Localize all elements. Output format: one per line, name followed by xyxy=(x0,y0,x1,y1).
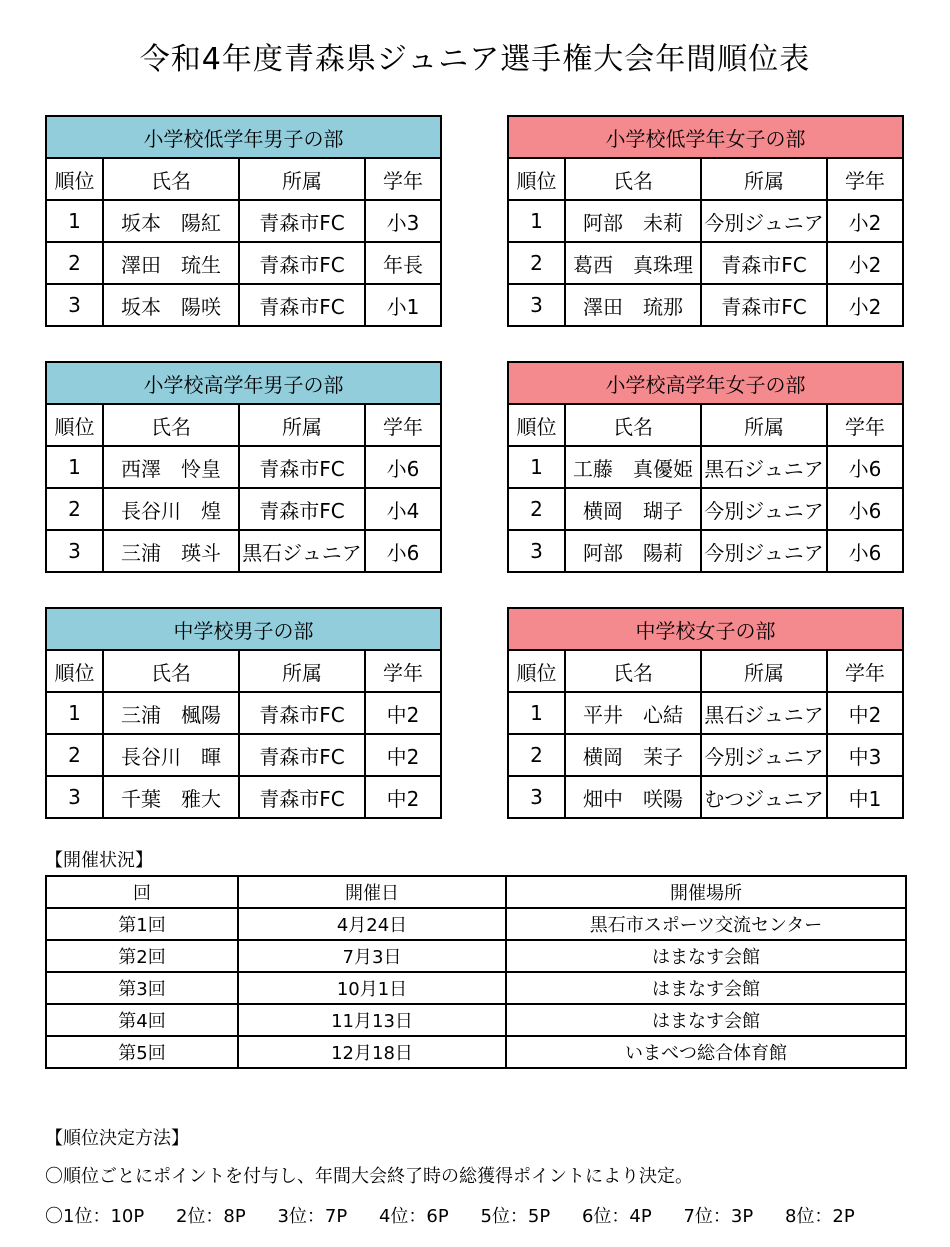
grade-cell: 小6 xyxy=(365,530,441,572)
grade-cell: 小2 xyxy=(827,284,903,326)
points-item: 7位：3P xyxy=(683,1206,754,1227)
table-row xyxy=(508,200,903,242)
table-row xyxy=(508,776,903,818)
table-row xyxy=(46,530,441,572)
table-title: 小学校高学年女子の部 xyxy=(508,362,903,404)
table-row xyxy=(46,446,441,488)
column-header-affiliation: 所属 xyxy=(239,650,365,692)
round-cell: 第3回 xyxy=(46,972,238,1004)
table-row xyxy=(46,776,441,818)
grade-cell: 小6 xyxy=(827,488,903,530)
rank-cell: 2 xyxy=(46,488,103,530)
rank-cell: 2 xyxy=(46,242,103,284)
column-header-grade: 学年 xyxy=(365,158,441,200)
column-header-affiliation: 所属 xyxy=(701,158,827,200)
column-header-grade: 学年 xyxy=(827,158,903,200)
page-title: 令和4年度青森県ジュニア選手権大会年間順位表 xyxy=(139,42,811,77)
table-row xyxy=(46,972,906,1004)
venue-cell: 黒石市スポーツ交流センター xyxy=(506,908,906,940)
column-header-rank: 順位 xyxy=(508,404,565,446)
table-row xyxy=(46,908,906,940)
table-title: 小学校低学年女子の部 xyxy=(508,116,903,158)
affiliation-cell: 青森市FC xyxy=(239,242,365,284)
rank-cell: 1 xyxy=(46,200,103,242)
column-header-name: 氏名 xyxy=(565,158,701,200)
schedule-header-row xyxy=(46,876,906,908)
grade-cell: 中1 xyxy=(827,776,903,818)
ranking-table-junior-high-boys xyxy=(45,607,442,819)
grade-cell: 小6 xyxy=(827,530,903,572)
table-row xyxy=(46,242,441,284)
round-cell: 第1回 xyxy=(46,908,238,940)
name-cell: 長谷川 煌 xyxy=(103,488,239,530)
date-cell: 4月24日 xyxy=(238,908,506,940)
grade-cell: 中2 xyxy=(365,776,441,818)
grade-cell: 中3 xyxy=(827,734,903,776)
affiliation-cell: 今別ジュニア xyxy=(701,530,827,572)
name-cell: 澤田 琉那 xyxy=(565,284,701,326)
name-cell: 畑中 咲陽 xyxy=(565,776,701,818)
rank-cell: 3 xyxy=(508,530,565,572)
rank-cell: 3 xyxy=(508,284,565,326)
rank-cell: 1 xyxy=(46,692,103,734)
ranking-table-junior-high-girls xyxy=(507,607,904,819)
column-header-grade: 学年 xyxy=(827,650,903,692)
name-cell: 三浦 楓陽 xyxy=(103,692,239,734)
ranking-table-lower-girls xyxy=(507,115,904,327)
affiliation-cell: 青森市FC xyxy=(239,734,365,776)
round-cell: 第5回 xyxy=(46,1036,238,1068)
table-title: 小学校低学年男子の部 xyxy=(46,116,441,158)
affiliation-cell: 青森市FC xyxy=(239,692,365,734)
grade-cell: 小6 xyxy=(365,446,441,488)
date-cell: 10月1日 xyxy=(238,972,506,1004)
column-header-name: 氏名 xyxy=(103,404,239,446)
column-header-rank: 順位 xyxy=(46,158,103,200)
grade-cell: 年長 xyxy=(365,242,441,284)
column-header-name: 氏名 xyxy=(103,650,239,692)
venue-cell: はまなす会館 xyxy=(506,1004,906,1036)
points-item: 6位：4P xyxy=(581,1206,652,1227)
column-header-venue: 開催場所 xyxy=(506,876,906,908)
affiliation-cell: 青森市FC xyxy=(701,242,827,284)
name-cell: 西澤 怜皇 xyxy=(103,446,239,488)
name-cell: 坂本 陽紅 xyxy=(103,200,239,242)
date-cell: 12月18日 xyxy=(238,1036,506,1068)
name-cell: 横岡 瑚子 xyxy=(565,488,701,530)
schedule-heading: 【開催状況】 xyxy=(45,850,153,871)
grade-cell: 小3 xyxy=(365,200,441,242)
table-row xyxy=(46,488,441,530)
table-row xyxy=(46,284,441,326)
affiliation-cell: 青森市FC xyxy=(239,200,365,242)
points-item: 8位：2P xyxy=(784,1206,855,1227)
name-cell: 横岡 茉子 xyxy=(565,734,701,776)
table-row xyxy=(46,734,441,776)
column-header-affiliation: 所属 xyxy=(239,158,365,200)
affiliation-cell: 黒石ジュニア xyxy=(239,530,365,572)
points-item: 5位：5P xyxy=(480,1206,551,1227)
column-header-rank: 順位 xyxy=(508,158,565,200)
rank-cell: 3 xyxy=(46,530,103,572)
rank-cell: 1 xyxy=(508,200,565,242)
affiliation-cell: 今別ジュニア xyxy=(701,200,827,242)
column-header-grade: 学年 xyxy=(365,650,441,692)
rank-cell: 2 xyxy=(508,488,565,530)
affiliation-cell: 青森市FC xyxy=(239,284,365,326)
table-row xyxy=(508,242,903,284)
table-row xyxy=(46,692,441,734)
table-row xyxy=(508,488,903,530)
column-header-rank: 順位 xyxy=(508,650,565,692)
grade-cell: 小6 xyxy=(827,446,903,488)
column-header-rank: 順位 xyxy=(46,650,103,692)
affiliation-cell: 青森市FC xyxy=(239,446,365,488)
points-item: 4位：6P xyxy=(378,1206,449,1227)
rank-cell: 3 xyxy=(46,284,103,326)
name-cell: 葛西 真珠理 xyxy=(565,242,701,284)
ranking-table-upper-girls xyxy=(507,361,904,573)
grade-cell: 小4 xyxy=(365,488,441,530)
schedule-table xyxy=(45,875,907,1069)
rank-cell: 1 xyxy=(508,446,565,488)
column-header-rank: 順位 xyxy=(46,404,103,446)
grade-cell: 中2 xyxy=(365,692,441,734)
table-row xyxy=(508,734,903,776)
grade-cell: 中2 xyxy=(365,734,441,776)
table-row xyxy=(508,284,903,326)
name-cell: 三浦 瑛斗 xyxy=(103,530,239,572)
column-header-name: 氏名 xyxy=(565,650,701,692)
table-row xyxy=(508,692,903,734)
column-header-affiliation: 所属 xyxy=(239,404,365,446)
table-row xyxy=(46,200,441,242)
grade-cell: 小1 xyxy=(365,284,441,326)
rank-cell: 2 xyxy=(508,242,565,284)
column-header-round: 回 xyxy=(46,876,238,908)
points-list xyxy=(45,1202,881,1228)
venue-cell: いまべつ総合体育館 xyxy=(506,1036,906,1068)
affiliation-cell: 青森市FC xyxy=(239,488,365,530)
column-header-affiliation: 所属 xyxy=(701,650,827,692)
affiliation-cell: むつジュニア xyxy=(701,776,827,818)
affiliation-cell: 今別ジュニア xyxy=(701,734,827,776)
name-cell: 平井 心結 xyxy=(565,692,701,734)
rank-cell: 1 xyxy=(46,446,103,488)
points-item: 〇1位：10P xyxy=(45,1206,145,1227)
affiliation-cell: 黒石ジュニア xyxy=(701,692,827,734)
name-cell: 千葉 雅大 xyxy=(103,776,239,818)
grade-cell: 小2 xyxy=(827,200,903,242)
column-header-date: 開催日 xyxy=(238,876,506,908)
points-item: 3位：7P xyxy=(277,1206,348,1227)
table-row xyxy=(46,1036,906,1068)
name-cell: 澤田 琉生 xyxy=(103,242,239,284)
affiliation-cell: 黒石ジュニア xyxy=(701,446,827,488)
rank-cell: 2 xyxy=(46,734,103,776)
affiliation-cell: 青森市FC xyxy=(701,284,827,326)
ranking-table-lower-boys xyxy=(45,115,442,327)
table-row xyxy=(508,446,903,488)
column-header-name: 氏名 xyxy=(565,404,701,446)
grade-cell: 中2 xyxy=(827,692,903,734)
table-title: 中学校女子の部 xyxy=(508,608,903,650)
table-title: 小学校高学年男子の部 xyxy=(46,362,441,404)
grade-cell: 小2 xyxy=(827,242,903,284)
rank-cell: 3 xyxy=(508,776,565,818)
column-header-grade: 学年 xyxy=(365,404,441,446)
method-note: 〇順位ごとにポイントを付与し、年間大会終了時の総獲得ポイントにより決定。 xyxy=(45,1166,693,1187)
method-heading: 【順位決定方法】 xyxy=(45,1128,189,1149)
name-cell: 長谷川 暉 xyxy=(103,734,239,776)
name-cell: 阿部 未莉 xyxy=(565,200,701,242)
column-header-grade: 学年 xyxy=(827,404,903,446)
round-cell: 第2回 xyxy=(46,940,238,972)
affiliation-cell: 今別ジュニア xyxy=(701,488,827,530)
date-cell: 11月13日 xyxy=(238,1004,506,1036)
name-cell: 坂本 陽咲 xyxy=(103,284,239,326)
venue-cell: はまなす会館 xyxy=(506,972,906,1004)
rank-cell: 2 xyxy=(508,734,565,776)
table-title: 中学校男子の部 xyxy=(46,608,441,650)
column-header-affiliation: 所属 xyxy=(701,404,827,446)
affiliation-cell: 青森市FC xyxy=(239,776,365,818)
round-cell: 第4回 xyxy=(46,1004,238,1036)
date-cell: 7月3日 xyxy=(238,940,506,972)
column-header-name: 氏名 xyxy=(103,158,239,200)
rank-cell: 1 xyxy=(508,692,565,734)
name-cell: 阿部 陽莉 xyxy=(565,530,701,572)
name-cell: 工藤 真優姫 xyxy=(565,446,701,488)
ranking-table-upper-boys xyxy=(45,361,442,573)
points-item: 2位：8P xyxy=(175,1206,246,1227)
table-row xyxy=(46,940,906,972)
table-row xyxy=(508,530,903,572)
rank-cell: 3 xyxy=(46,776,103,818)
table-row xyxy=(46,1004,906,1036)
venue-cell: はまなす会館 xyxy=(506,940,906,972)
